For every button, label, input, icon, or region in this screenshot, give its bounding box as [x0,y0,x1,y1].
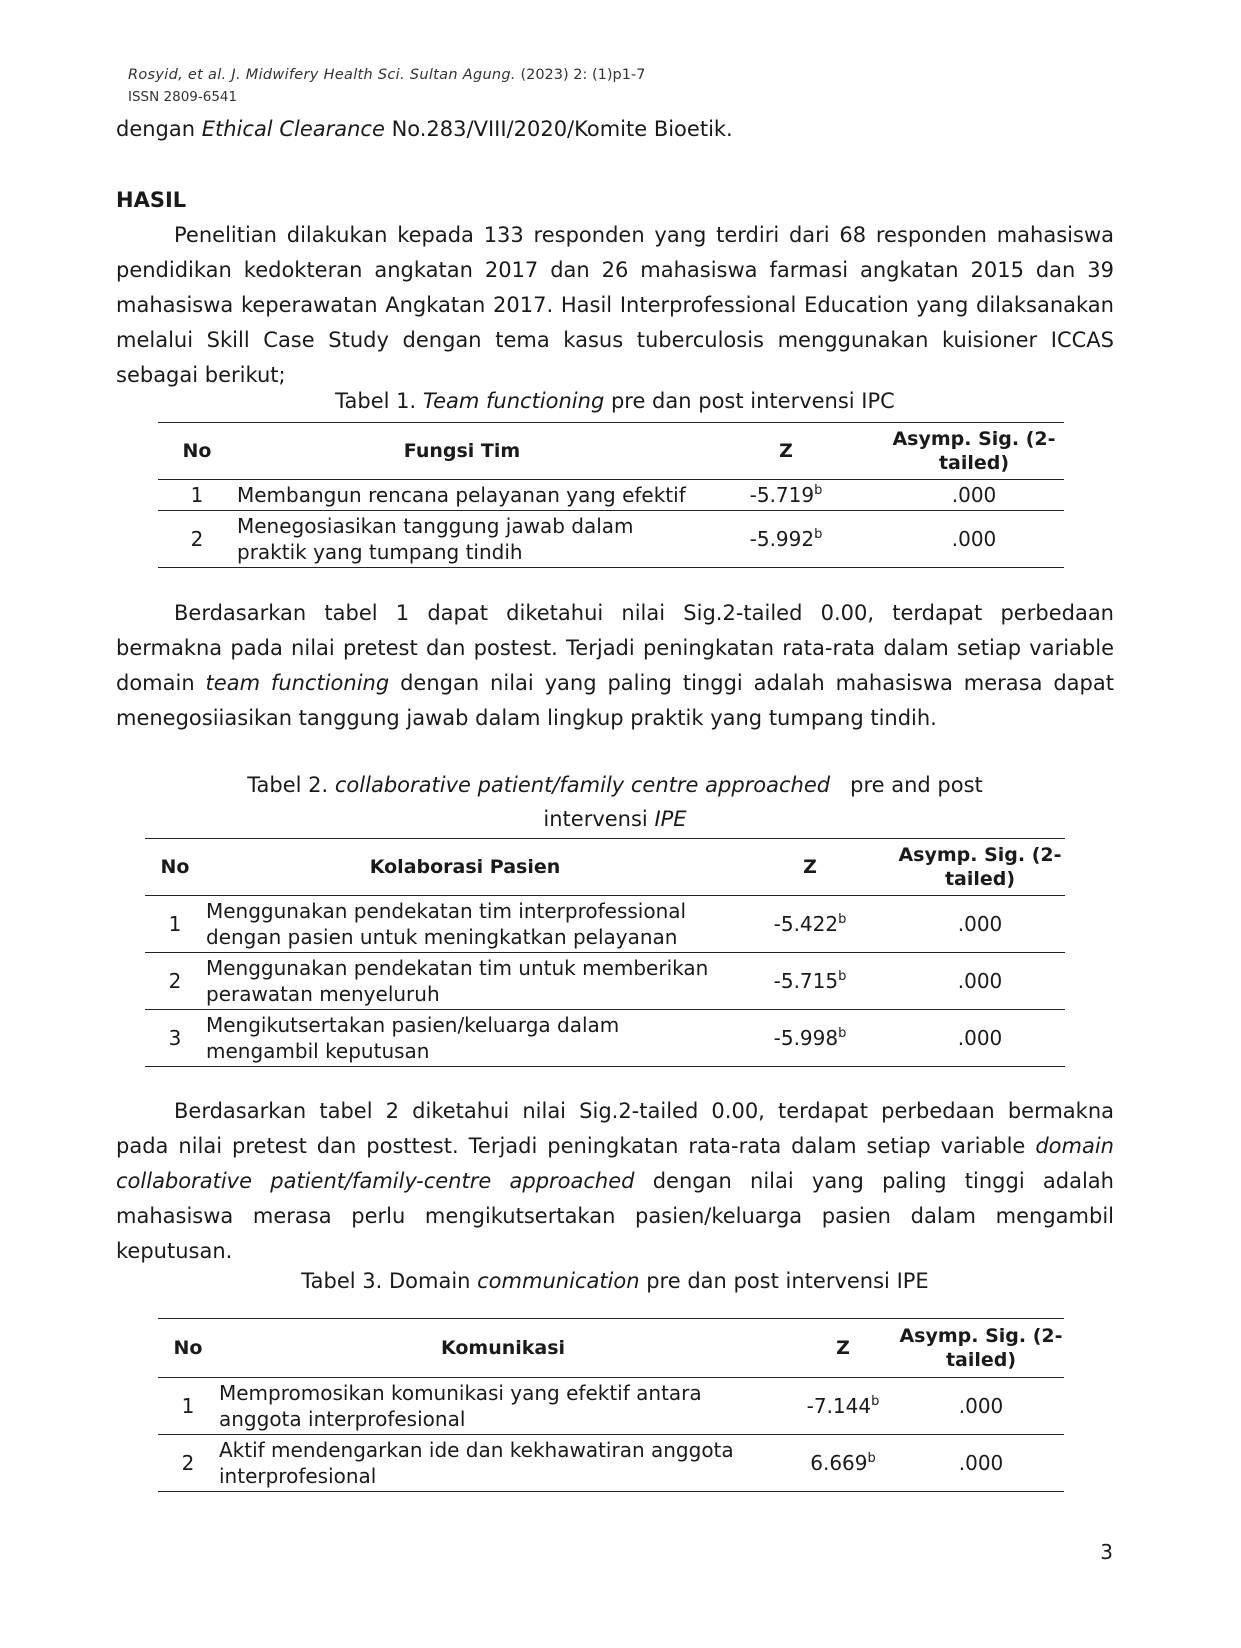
section-heading: HASIL [116,188,187,212]
table1-header-fungsi: Fungsi Tim [236,423,688,480]
table3-caption: Tabel 3. Domain communication pre dan post intervensi IPE [301,1269,929,1293]
table3-header-z: Z [788,1319,898,1378]
table1-caption: Tabel 1. Team functioning pre dan post intervensi IPC [335,389,895,413]
journal-name: Rosyid, et al. J. Midwifery Health Sci. Sultan Agung. [128,67,516,83]
paragraph-table2-analysis: Berdasarkan tabel 2 diketahui nilai Sig.2-tailed 0.00, terdapat perbedaan bermakna pada nilai pretest dan posttest. Terjadi peningkatan rata-rata dalam setiap variable domain collaborative patient/family-centre approached dengan nilai yang paling tinggi adalah mahasiswa merasa perlu mengikutsertakan pasien/keluarga pasien dalam mengambil keputusan. [116,1099,1114,1263]
paragraph-results-intro: Penelitian dilakukan kepada 133 responden yang terdiri dari 68 responden mahasiswa pendidikan kedokteran angkatan 2017 dan 26 mahasiswa farmasi angkatan 2015 dan 39 mahasiswa keperawatan Angkatan 2017. Hasil Interprofessional Education yang dilaksanakan melalui Skill Case Study dengan tema kasus tuberculosis menggunakan kuisioner ICCAS sebagai berikut; [116,223,1114,387]
table2-header-no: No [145,839,205,896]
table3-header-sig: Asymp. Sig. (2-tailed) [898,1319,1064,1378]
table2-header-z: Z [725,839,895,896]
table-row: 1 Mempromosikan komunikasi yang efektif antara anggota interprofesional -7.144$^b$ .000 [158,1378,1064,1435]
table1-header-sig: Asymp. Sig. (2-tailed) [884,423,1064,480]
table1-header-no: No [158,423,236,480]
journal-issue: (2023) 2: (1)p1-7 [515,67,646,83]
paragraph-table1-analysis: Berdasarkan tabel 1 dapat diketahui nilai Sig.2-tailed 0.00, terdapat perbedaan bermakna pada nilai pretest dan postest. Terjadi peningkatan rata-rata dalam setiap variable domain team functioning dengan nilai yang paling tinggi adalah mahasiswa merasa dapat menegosiiasikan tanggung jawab dalam lingkup praktik yang tumpang tindih. [116,601,1114,730]
table2-header-kolaborasi: Kolaborasi Pasien [205,839,725,896]
table3 [158,1318,1064,1492]
table-row: 1 Menggunakan pendekatan tim interprofessional dengan pasien untuk meningkatkan pelayanan -5.422$^b$ .000 [145,896,1065,953]
table1-header-row [158,423,1064,480]
table3-header-no: No [158,1319,218,1378]
issn: ISSN 2809-6541 [128,89,238,105]
running-header [128,64,645,108]
table2 [145,838,1065,1067]
table2-caption: Tabel 2. collaborative patient/family centre approached pre and post intervensi IPE [247,773,983,831]
table-row: 2 Menggunakan pendekatan tim untuk memberikan perawatan menyeluruh -5.715$^b$ .000 [145,953,1065,1010]
table3-header-row [158,1319,1064,1378]
journal-citation [128,64,645,86]
table-row: 3 Mengikutsertakan pasien/keluarga dalam mengambil keputusan -5.998$^b$ .000 [145,1010,1065,1067]
intro-line: dengan Ethical Clearance No.283/VIII/2020/Komite Bioetik. [116,117,733,141]
table2-header-sig: Asymp. Sig. (2-tailed) [895,839,1065,896]
page-number: 3 [1100,1540,1113,1564]
ethical-clearance-term: Ethical Clearance [201,117,385,141]
table1-header-z: Z [688,423,884,480]
table2-header-row [145,839,1065,896]
table-row: 2 Aktif mendengarkan ide dan kekhawatiran anggota interprofesional 6.669$^b$ .000 [158,1435,1064,1492]
table1 [158,422,1064,568]
table-row: 2 Menegosiasikan tanggung jawab dalam praktik yang tumpang tindih -5.992$^b$ .000 [158,511,1064,568]
table-row: 1 Membangun rencana pelayanan yang efektif -5.719$^b$ .000 [158,480,1064,511]
table3-header-komunikasi: Komunikasi [218,1319,788,1378]
